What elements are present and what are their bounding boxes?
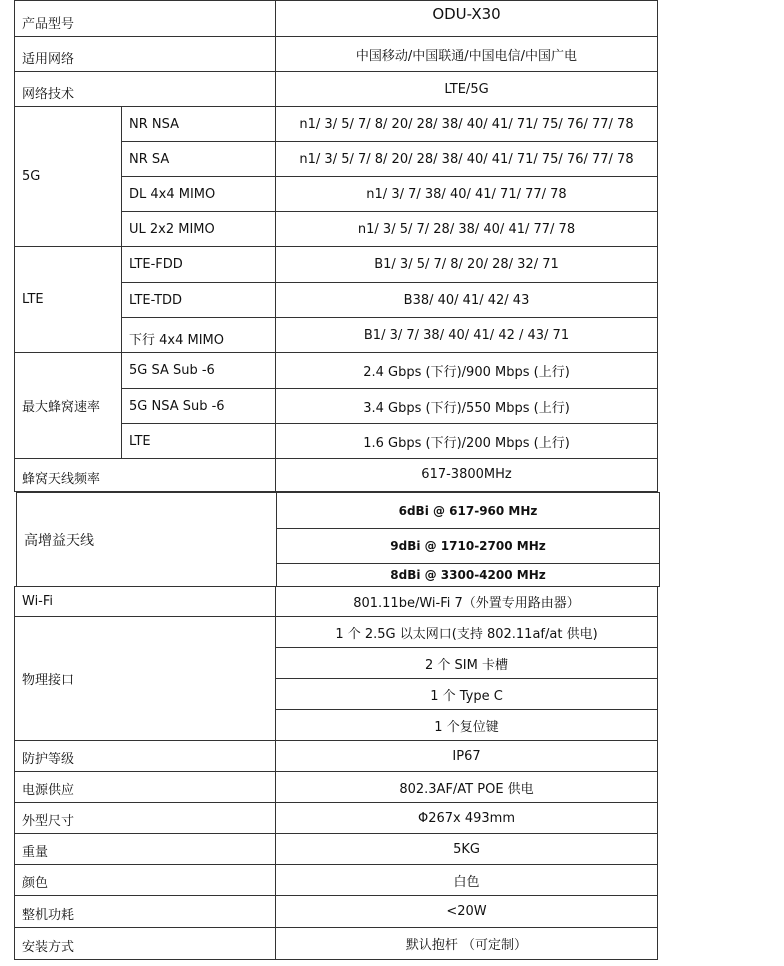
mount-label: 安装方式	[14, 927, 276, 960]
speed-row-value: 2.4 Gbps (下行)/900 Mbps (上行)	[275, 352, 658, 389]
5g-row-name: NR SA	[121, 141, 276, 177]
size-label: 外型尺寸	[14, 802, 276, 834]
5g-row-value: n1/ 3/ 5/ 7/ 8/ 20/ 28/ 38/ 40/ 41/ 71/ 75/ 76/ 77/ 78	[275, 106, 658, 142]
consumption-label: 整机功耗	[14, 895, 276, 928]
5g-label: 5G	[14, 106, 122, 247]
lte-row-value: B1/ 3/ 5/ 7/ 8/ 20/ 28/ 32/ 71	[275, 246, 658, 283]
ip-value: IP67	[275, 740, 658, 772]
speed-row-name: 5G SA Sub -6	[121, 352, 276, 389]
5g-row-name: NR NSA	[121, 106, 276, 142]
ports-row: 1 个复位键	[275, 709, 658, 741]
power-value: 802.3AF/AT POE 供电	[275, 771, 658, 803]
ip-label: 防护等级	[14, 740, 276, 772]
color-value: 白色	[275, 864, 658, 896]
freq-label: 蜂窝天线频率	[14, 458, 276, 492]
network-value: 中国移动/中国联通/中国电信/中国广电	[275, 36, 658, 72]
lte-row-value: B38/ 40/ 41/ 42/ 43	[275, 282, 658, 318]
5g-row-value: n1/ 3/ 5/ 7/ 8/ 20/ 28/ 38/ 40/ 41/ 71/ 75/ 76/ 77/ 78	[275, 141, 658, 177]
lte-row-value: B1/ 3/ 7/ 38/ 40/ 41/ 42 / 43/ 71	[275, 317, 658, 353]
lte-row-name: 下行 4x4 MIMO	[121, 317, 276, 353]
freq-value: 617-3800MHz	[275, 458, 658, 492]
tech-label: 网络技术	[14, 71, 276, 107]
antenna-label: 高增益天线	[16, 492, 277, 587]
antenna-row: 8dBi @ 3300-4200 MHz	[276, 563, 660, 587]
weight-value: 5KG	[275, 833, 658, 865]
tech-value: LTE/5G	[275, 71, 658, 107]
ports-row: 2 个 SIM 卡槽	[275, 647, 658, 679]
5g-row-name: UL 2x2 MIMO	[121, 211, 276, 247]
lte-row-name: LTE-FDD	[121, 246, 276, 283]
color-label: 颜色	[14, 864, 276, 896]
power-label: 电源供应	[14, 771, 276, 803]
5g-row-value: n1/ 3/ 5/ 7/ 28/ 38/ 40/ 41/ 77/ 78	[275, 211, 658, 247]
speed-row-name: LTE	[121, 423, 276, 459]
ports-row: 1 个 Type C	[275, 678, 658, 710]
weight-label: 重量	[14, 833, 276, 865]
speed-row-value: 3.4 Gbps (下行)/550 Mbps (上行)	[275, 388, 658, 424]
5g-row-name: DL 4x4 MIMO	[121, 176, 276, 212]
speed-row-name: 5G NSA Sub -6	[121, 388, 276, 424]
model-value: ODU-X30	[275, 0, 658, 37]
lte-label: LTE	[14, 246, 122, 353]
wifi-label: Wi-Fi	[14, 586, 276, 617]
mount-value: 默认抱杆 （可定制）	[275, 927, 658, 960]
5g-row-value: n1/ 3/ 7/ 38/ 40/ 41/ 71/ 77/ 78	[275, 176, 658, 212]
wifi-value: 801.11be/Wi-Fi 7（外置专用路由器）	[275, 586, 658, 617]
ports-label: 物理接口	[14, 616, 276, 741]
speed-row-value: 1.6 Gbps (下行)/200 Mbps (上行)	[275, 423, 658, 459]
ports-row: 1 个 2.5G 以太网口(支持 802.11af/at 供电)	[275, 616, 658, 648]
consumption-value: <20W	[275, 895, 658, 928]
lte-row-name: LTE-TDD	[121, 282, 276, 318]
speed-label: 最大蜂窝速率	[14, 352, 122, 459]
antenna-row: 9dBi @ 1710-2700 MHz	[276, 528, 660, 564]
antenna-row: 6dBi @ 617-960 MHz	[276, 492, 660, 529]
size-value: Φ267x 493mm	[275, 802, 658, 834]
model-label: 产品型号	[14, 0, 276, 37]
network-label: 适用网络	[14, 36, 276, 72]
